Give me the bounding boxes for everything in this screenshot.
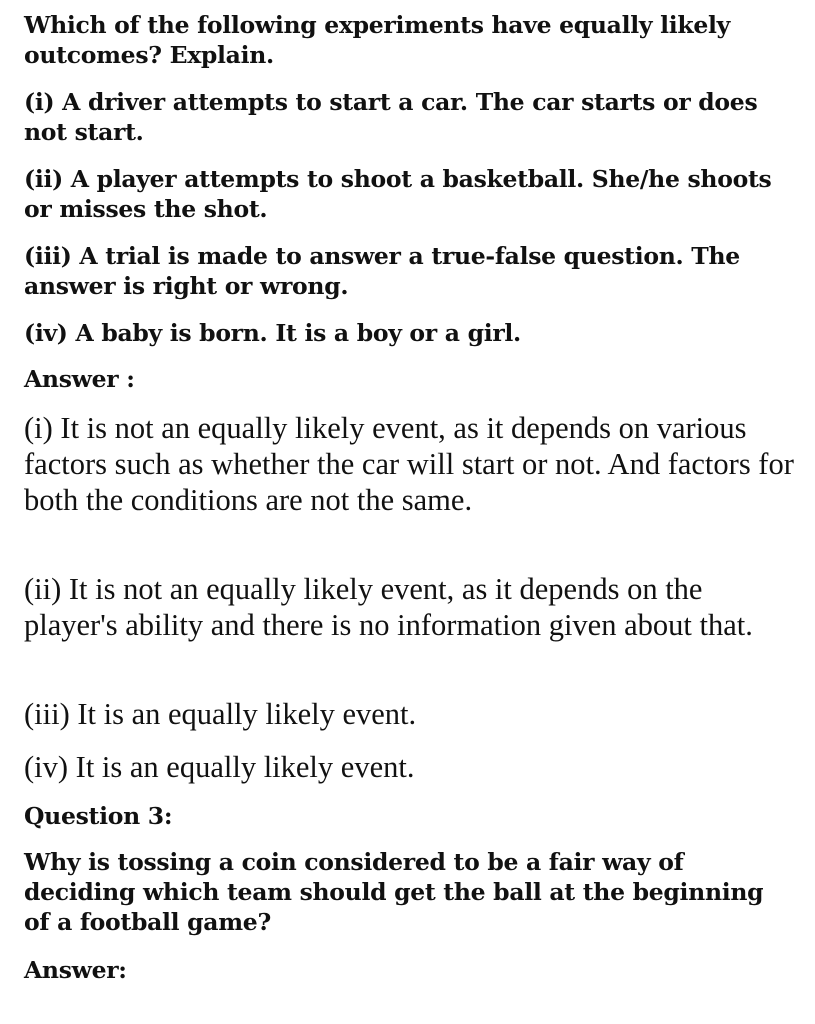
- answer-ii: (ii) It is not an equally likely event, as it depends on the player's ability and there is no information given about that.: [24, 572, 753, 642]
- answer-i: (i) It is not an equally likely event, as it depends on various factors such as whether the car will start or not. And factors for both the conditions are not the same.: [24, 411, 794, 517]
- option-ii: (ii) A player attempts to shoot a basketball. She/he shoots or misses the shot.: [24, 165, 772, 223]
- option-i: (i) A driver attempts to start a car. The car starts or does not start.: [24, 88, 758, 146]
- option-iv: (iv) A baby is born. It is a boy or a girl.: [24, 319, 521, 347]
- answer-iii: (iii) It is an equally likely event.: [24, 697, 417, 731]
- question-intro: Which of the following experiments have equally likely outcomes? Explain.: [24, 11, 730, 69]
- question3-heading: Question 3:: [24, 802, 173, 830]
- answer-iv: (iv) It is an equally likely event.: [24, 750, 415, 784]
- question3-text: Why is tossing a coin considered to be a fair way of deciding which team should get the ball at the beginning of a football game?: [24, 848, 764, 936]
- answer-heading: Answer :: [24, 365, 135, 393]
- answer3-heading: Answer:: [24, 956, 127, 984]
- option-iii: (iii) A trial is made to answer a true-false question. The answer is right or wrong.: [24, 242, 740, 300]
